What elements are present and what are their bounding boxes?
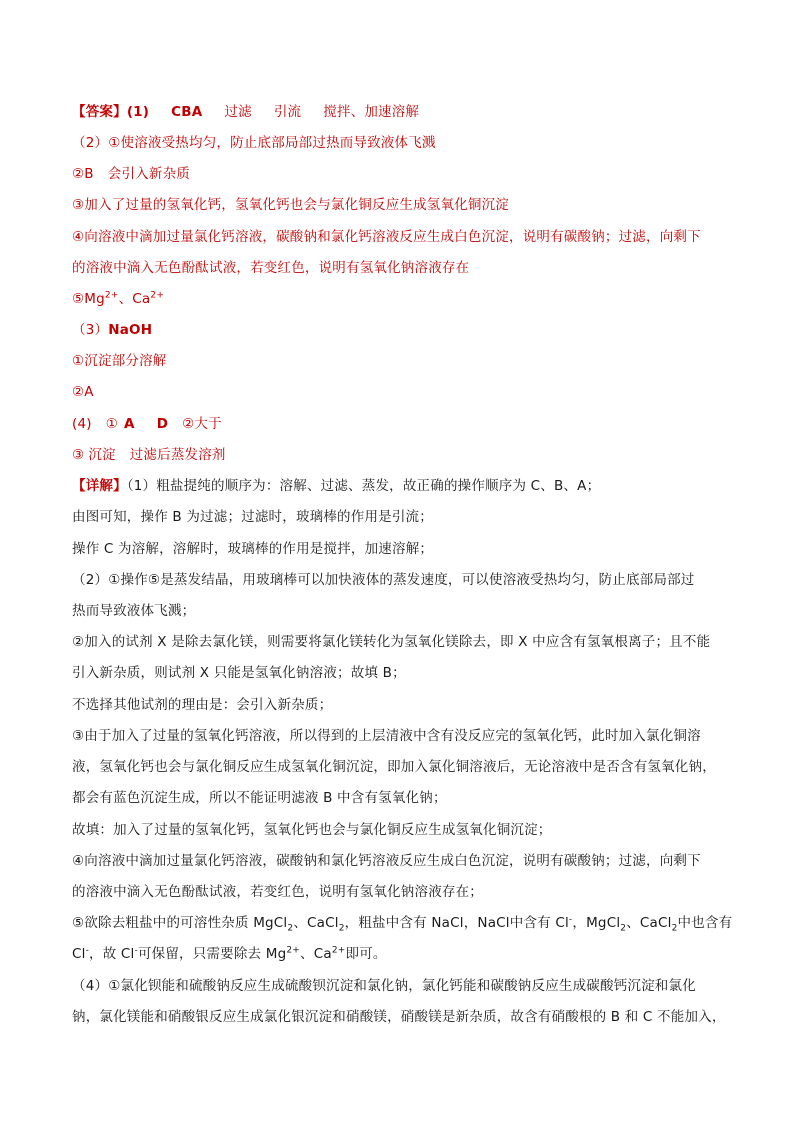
answer-q2-1-text: ①使溶液受热均匀，防止底部局部过热而导致液体飞溅 bbox=[108, 135, 436, 151]
detail-p5-line-1: ②加入的试剂 X 是除去氯化镁，则需要将氯化镁转化为氢氧化镁除去，即 X 中应含有氢氧根离子；且不能 bbox=[72, 634, 711, 650]
answer-q1-item: 引流 bbox=[273, 104, 302, 120]
detail-p10-text: ，MgCl bbox=[572, 915, 621, 931]
answer-q2-5-text: 、Ca bbox=[118, 291, 151, 307]
charge-superscript: 2+ bbox=[331, 945, 346, 956]
detail-p6: 不选择其他试剂的理由是：会引入新杂质； bbox=[72, 697, 333, 713]
detail-p7-line-2: 液，氢氧化钙也会与氯化铜反应生成氢氧化铜沉淀，即加入氯化铜溶液后，无论溶液中是否含有氢氧化钠， bbox=[72, 759, 716, 775]
answer-q4-number: (4) bbox=[72, 416, 92, 432]
charge-superscript: 2+ bbox=[104, 290, 119, 301]
answer-q2-2-label: ②B bbox=[72, 166, 94, 182]
answer-q2-1 bbox=[72, 133, 436, 153]
answer-q4-2-marker: ② bbox=[182, 416, 195, 432]
detail-tag: 【详解】 bbox=[72, 478, 127, 494]
answer-q4-line-1 bbox=[72, 414, 222, 434]
answer-q2-3: ③加入了过量的氢氧化钙，氢氧化钙也会与氯化铜反应生成氢氧化铜沉淀 bbox=[72, 197, 510, 213]
detail-p5-line-2: 引入新杂质，则试剂 X 只能是氢氧化钠溶液；故填 B； bbox=[72, 665, 406, 681]
answer-q3 bbox=[72, 320, 152, 340]
answer-q4-3-marker: ③ bbox=[72, 447, 85, 463]
answer-q4-2a: 大于 bbox=[194, 416, 222, 432]
detail-p11-text: 即可。 bbox=[345, 946, 387, 962]
answer-q2-number: （2） bbox=[72, 135, 109, 151]
detail-p10-text: 中也含有 bbox=[677, 915, 733, 931]
detail-p1: （1）粗盐提纯的顺序为：溶解、过滤、蒸发，故正确的操作顺序为 C、B、A； bbox=[126, 478, 601, 494]
answer-q1-item: 过滤 bbox=[224, 104, 252, 120]
answer-line-1 bbox=[72, 102, 419, 122]
answer-tag: 【答案】 bbox=[72, 104, 127, 120]
answer-q4-1b: D bbox=[156, 416, 169, 432]
answer-q2-5 bbox=[72, 289, 164, 309]
charge-superscript: - bbox=[85, 945, 90, 956]
answer-q1-number: (1) bbox=[126, 104, 150, 120]
charge-superscript: - bbox=[568, 914, 573, 925]
detail-p10 bbox=[72, 913, 732, 933]
answer-q3-1: ①沉淀部分溶解 bbox=[72, 353, 167, 369]
detail-p4-line-2: 热而导致液体飞溅； bbox=[72, 603, 196, 619]
detail-p9-line-2: 的溶液中滴入无色酚酞试液，若变红色，说明有氢氧化钠溶液存在； bbox=[72, 884, 483, 900]
answer-q4-line-2 bbox=[72, 445, 226, 465]
answer-q2-4-line-1: ④向溶液中滴加过量氯化钙溶液，碳酸钠和氯化钙溶液反应生成白色沉淀，说明有碳酸钠；过滤，向剩下 bbox=[72, 229, 701, 245]
detail-p10-text: 、CaCl bbox=[626, 915, 672, 931]
answer-q2-5-text: ⑤Mg bbox=[72, 291, 105, 307]
detail-p8: 故填：加入了过量的氢氧化钙，氢氧化钙也会与氯化铜反应生成氢氧化铜沉淀； bbox=[72, 822, 552, 838]
charge-superscript: - bbox=[134, 945, 138, 956]
subscript: 2 bbox=[287, 923, 294, 934]
detail-p3: 操作 C 为溶解，溶解时，玻璃棒的作用是搅拌，加速溶解； bbox=[72, 541, 434, 557]
answer-q1-item: 搅拌、加速溶解 bbox=[323, 104, 420, 120]
detail-p2: 由图可知，操作 B 为过滤；过滤时，玻璃棒的作用是引流； bbox=[72, 509, 433, 525]
detail-p7-line-1: ③由于加入了过量的氢氧化钙溶液，所以得到的上层清液中含有没反应完的氢氧化钙，此时加入氯化铜溶 bbox=[72, 728, 701, 744]
detail-p4-line-1: （2）①操作⑤是蒸发结晶，用玻璃棒可以加快液体的蒸发速度，可以使溶液受热均匀，防止底部局部过 bbox=[72, 572, 695, 588]
answer-q3-number: （3） bbox=[72, 322, 109, 338]
detail-p11-text: 可保留，只需要除去 Mg bbox=[137, 946, 287, 962]
answer-q2-4-line-2: 的溶液中滴入无色酚酞试液，若变红色，说明有氢氧化钠溶液存在 bbox=[72, 260, 470, 276]
detail-line-1 bbox=[72, 476, 600, 496]
detail-p11-text: ，故 Cl bbox=[89, 946, 135, 962]
detail-p12-line-2: 钠，氯化镁能和硝酸银反应生成氯化银沉淀和硝酸镁，硝酸镁是新杂质，故含有硝酸根的 B 和 C 不能加入， bbox=[72, 1009, 726, 1025]
answer-q4-3b: 过滤后蒸发溶剂 bbox=[129, 447, 226, 463]
answer-q2-2 bbox=[72, 164, 190, 184]
charge-superscript: 2+ bbox=[286, 945, 301, 956]
detail-p12-line-1: （4）①氯化钡能和硫酸钠反应生成硫酸钡沉淀和氯化钠，氯化钙能和碳酸钠反应生成碳酸钙沉淀和氯化 bbox=[72, 978, 696, 994]
answer-q3-2: ②A bbox=[72, 384, 94, 400]
detail-p10-text: 、CaCl bbox=[293, 915, 339, 931]
detail-p11-text: 、Ca bbox=[300, 946, 332, 962]
detail-p9-line-1: ④向溶液中滴加过量氯化钙溶液，碳酸钠和氯化钙溶液反应生成白色沉淀，说明有碳酸钠；过滤，向剩下 bbox=[72, 853, 701, 869]
answer-q4-1a: A bbox=[124, 416, 135, 432]
detail-p7-line-3: 都会有蓝色沉淀生成，所以不能证明滤液 B 中含有氢氧化钠； bbox=[72, 790, 447, 806]
answer-q4-3a: 沉淀 bbox=[88, 447, 116, 463]
answer-q4-1-marker: ① bbox=[105, 416, 119, 432]
detail-p11 bbox=[72, 944, 387, 964]
detail-p10-text: ⑤欲除去粗盐中的可溶性杂质 MgCl bbox=[72, 915, 288, 931]
answer-q1-item: CBA bbox=[171, 104, 203, 120]
subscript: 2 bbox=[620, 923, 627, 934]
charge-superscript: 2+ bbox=[150, 290, 165, 301]
detail-p11-text: Cl bbox=[72, 946, 86, 962]
subscript: 2 bbox=[671, 923, 678, 934]
subscript: 2 bbox=[338, 923, 345, 934]
answer-q3-label: NaOH bbox=[108, 322, 153, 338]
answer-q2-2-text: 会引入新杂质 bbox=[107, 166, 190, 182]
detail-p10-text: ，粗盐中含有 NaCl，NaCl中含有 Cl bbox=[344, 915, 569, 931]
